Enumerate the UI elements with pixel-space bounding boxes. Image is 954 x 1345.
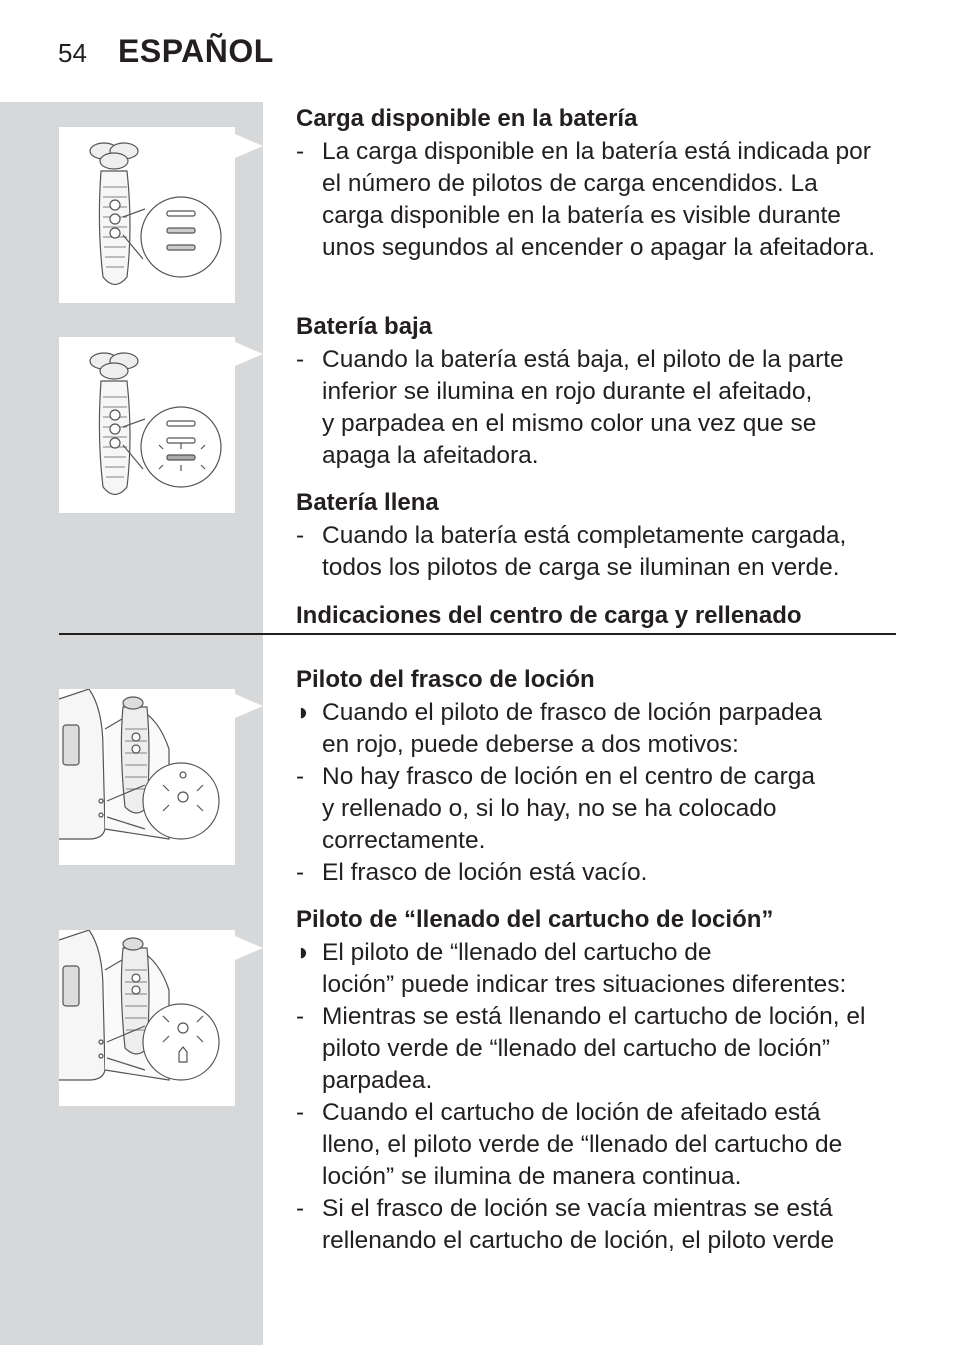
figure-pointer: [235, 936, 263, 960]
section-divider: [59, 633, 896, 635]
list-item: - No hay frasco de loción en el centro de carga y rellenado o, si lo hay, no se ha colocado correctamente.: [296, 763, 816, 854]
list-item: - La carga disponible en la batería está indicada por el número de pilotos de carga encendidos. La carga disponible en la batería es visible durante unos segundos al encender o apagar la afeitadora.: [296, 138, 876, 261]
language-heading: ESPAÑOL: [118, 33, 274, 69]
section-title-carga-disponible: Carga disponible en la batería: [296, 105, 638, 132]
list-item: - Cuando la batería está baja, el piloto de la parte inferior se ilumina en rojo durante el afeitado, y parpadea en el mismo color una vez que se apaga la afeitadora.: [296, 346, 844, 469]
charger-lotion-flask-icon: [59, 689, 235, 865]
figure-pointer: [235, 342, 263, 366]
list-item: - Cuando el cartucho de loción de afeitado está lleno, el piloto verde de “llenado del cartucho de loción” se ilumina de manera continua.: [296, 1099, 843, 1190]
shaver-battery-indicator-icon: [59, 127, 235, 303]
page-number: 54: [58, 38, 87, 68]
list-item: ◗ Cuando el piloto de frasco de loción parpadea en rojo, puede deberse a dos motivos:: [296, 699, 822, 758]
shaver-battery-low-icon: [59, 337, 235, 513]
list-item: - Cuando la batería está completamente cargada, todos los pilotos de carga se iluminan en verde.: [296, 522, 847, 581]
section-title-bateria-baja: Batería baja: [296, 313, 433, 340]
list-item: - El frasco de loción está vacío.: [296, 859, 648, 886]
section-title-piloto-llenado: Piloto de “llenado del cartucho de loción”: [296, 906, 774, 933]
section-title-bateria-llena: Batería llena: [296, 489, 439, 516]
figure-pointer: [235, 694, 263, 718]
section-title-piloto-frasco: Piloto del frasco de loción: [296, 666, 595, 693]
list-item: - Mientras se está llenando el cartucho de loción, el piloto verde de “llenado del cartucho de loción” parpadea.: [296, 1003, 866, 1094]
figure-pointer: [235, 134, 263, 158]
list-item: ◗ El piloto de “llenado del cartucho de loción” puede indicar tres situaciones diferentes:: [296, 939, 847, 998]
charger-cartridge-fill-icon: [59, 930, 235, 1106]
list-item: - Si el frasco de loción se vacía mientras se está rellenando el cartucho de loción, el piloto verde: [296, 1195, 835, 1254]
section-title-indicaciones: Indicaciones del centro de carga y rellenado: [296, 602, 802, 629]
